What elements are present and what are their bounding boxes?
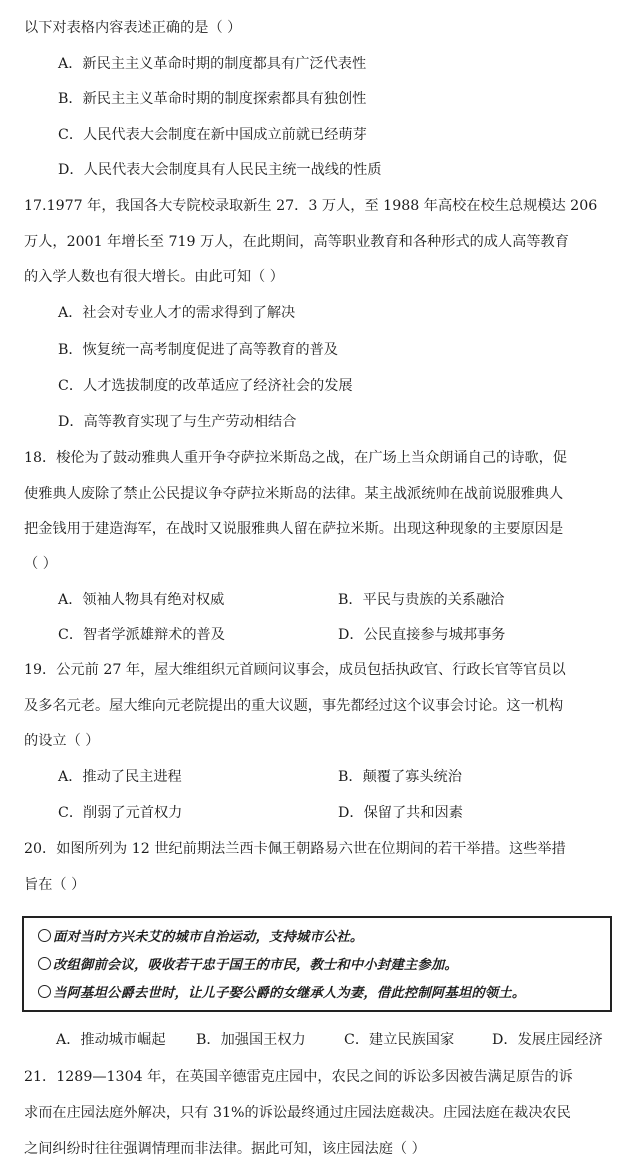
q17-option-b: B．恢复统一高考制度促进了高等教育的普及 [58,342,338,358]
q17-option-c: C．人才选拔制度的改革适应了经济社会的发展 [58,378,353,394]
q17-stem-line-3: 的入学人数也有很大增长。由此可知（ ） [24,269,284,285]
q21-stem-line-1: 21．1289—1304 年，在英国辛德雷克庄园中，农民之间的诉讼多因被告满足原告的诉 [24,1069,573,1085]
q18-stem-line-3: 把金钱用于建造海军，在战时又说服雅典人留在萨拉米斯。出现这种现象的主要原因是 [24,521,564,537]
circle-bullet-icon [38,957,51,970]
q20-measure-1 [38,928,363,948]
q17-stem-line-2: 万人，2001 年增长至 719 万人，在此期间，高等职业教育和各种形式的成人高等教育 [24,234,569,250]
q20-option-d: D．发展庄园经济 [492,1032,603,1048]
q20-measure-2 [38,956,458,976]
q17-option-a: A．社会对专业人才的需求得到了解决 [58,305,296,321]
q18-stem-line-1: 18．梭伦为了鼓动雅典人重开争夺萨拉米斯岛之战，在广场上当众朗诵自己的诗歌，促 [24,450,567,466]
q16-stem: 以下对表格内容表述正确的是（ ） [24,20,242,36]
q18-option-b: B．平民与贵族的关系融洽 [338,592,505,608]
q19-option-d: D．保留了共和因素 [338,805,463,821]
q19-stem-line-2: 及多名元老。屋大维向元老院提出的重大议题，事先都经过这个议事会讨论。这一机构 [24,698,564,714]
q16-option-b: B．新民主主义革命时期的制度探索都具有独创性 [58,91,367,107]
q16-option-d: D．人民代表大会制度具有人民民主统一战线的性质 [58,162,382,178]
q20-option-a: A．推动城市崛起 [56,1032,166,1048]
q18-option-d: D．公民直接参与城邦事务 [338,627,506,643]
q19-stem-line-1: 19．公元前 27 年，屋大维组织元首顾问议事会，成员包括执政官、行政长官等官员以 [24,662,566,678]
q18-stem-line-2: 使雅典人废除了禁止公民提议争夺萨拉米斯岛的法律。某主战派统帅在战前说服雅典人 [24,486,564,502]
q19-option-b: B．颠覆了寡头统治 [338,769,462,785]
q16-option-c: C．人民代表大会制度在新中国成立前就已经萌芽 [58,127,367,143]
q20-measure-3 [38,984,525,1004]
q18-option-c: C．智者学派雄辩术的普及 [58,627,225,643]
q20-measure-1-text: 面对当时方兴未艾的城市自治运动，支持城市公社。 [53,930,364,945]
q21-stem-line-3: 之间纠纷时往往强调情理而非法律。据此可知，该庄园法庭（ ） [24,1141,426,1157]
q20-measure-3-text: 当阿基坦公爵去世时，让儿子娶公爵的女继承人为妻，借此控制阿基坦的领土。 [53,986,526,1001]
q20-option-b: B．加强国王权力 [196,1032,306,1048]
q20-option-c: C．建立民族国家 [344,1032,455,1048]
q19-option-c: C．削弱了元首权力 [58,805,183,821]
q17-stem-line-1: 17.1977 年，我国各大专院校录取新生 27．3 万人，至 1988 年高校在校生总规模达 206 [24,198,598,214]
q18-option-a: A．领袖人物具有绝对权威 [58,592,225,608]
q17-option-d: D．高等教育实现了与生产劳动相结合 [58,414,297,430]
q19-stem-line-3: 的设立（ ） [24,733,100,749]
q20-stem-line-1: 20．如图所列为 12 世纪前期法兰西卡佩王朝路易六世在位期间的若干举措。这些举措 [24,841,566,857]
q20-stem-line-2: 旨在（ ） [24,877,86,893]
q18-stem-line-4: （ ） [24,556,57,572]
q16-option-a: A．新民主主义革命时期的制度都具有广泛代表性 [58,56,367,72]
q20-measures-box [22,916,612,1012]
q21-stem-line-2: 求而在庄园法庭外解决，只有 31%的诉讼最终通过庄园法庭裁决。庄园法庭在裁决农民 [24,1105,571,1121]
circle-bullet-icon [38,929,51,942]
q19-option-a: A．推动了民主进程 [58,769,182,785]
circle-bullet-icon [38,985,51,998]
q20-measure-2-text: 改组御前会议，吸收若干忠于国王的市民，教士和中小封建主参加。 [53,958,458,973]
